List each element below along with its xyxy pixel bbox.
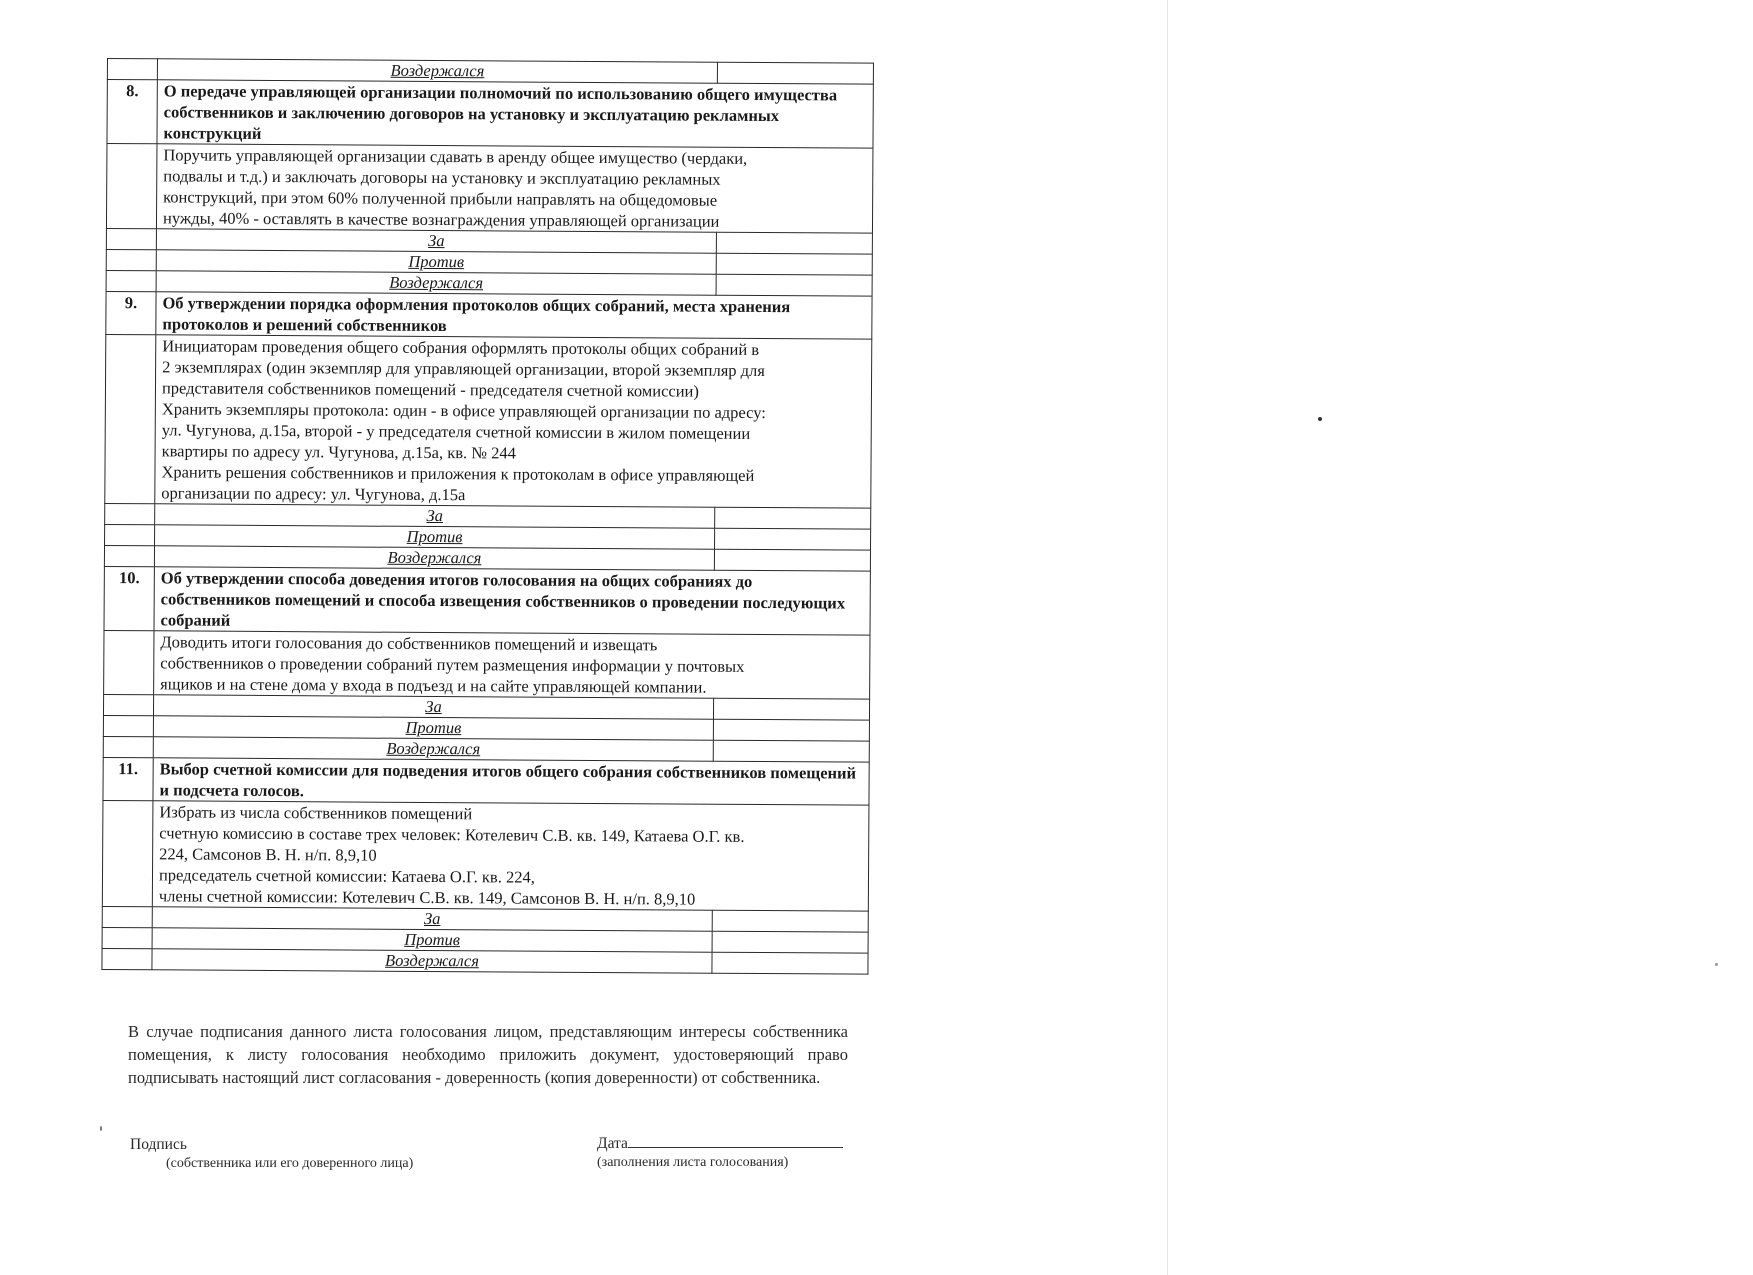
signature-block [130,1136,413,1172]
vote-abstain-label: Воздержался [157,59,717,83]
description-line: Хранить решения собственников и приложения к протоколам в офисе управляющей [161,462,755,485]
vote-against-label: Против [153,716,713,740]
question-row [107,80,873,149]
description-line: счетную комиссию в составе трех человек: Котелевич С.В. кв. 149, Катаева О.Г. кв. [159,823,745,846]
description-line: нужды, 40% - оставлять в качестве вознаграждения управляющей организации [162,208,720,231]
question-number: 8. [107,80,157,144]
scan-speck [1318,417,1322,421]
question-number: 9. [106,291,156,334]
vote-cell[interactable] [714,549,870,571]
vote-cell[interactable] [715,528,871,550]
vote-cell[interactable] [713,698,869,720]
vote-cell[interactable] [713,740,869,762]
proxy-notice: В случае подписания данного листа голосования лицом, представляющим интересы собственника помещения, к листу голосования необходимо приложить документ, удостоверяющий право подписывать настоящий лист согласования - доверенность (копия доверенности) от собственника. [128,1022,848,1087]
scan-speck [100,1126,102,1131]
date-field[interactable] [628,1131,843,1148]
description-line: представителя собственников помещений - председателя счетной комиссии) [161,378,699,401]
description-line: ул. Чугунова, д.15а, второй - у председателя счетной комиссии в жилом помещении [161,420,751,443]
vote-abstain-label: Воздержался [156,271,716,295]
description-line: организации по адресу: ул. Чугунова, д.15а [161,483,466,505]
vote-cell[interactable] [712,931,868,953]
description-line: конструкций, при этом 60% полученной прибыли направлять на общедомовые [163,187,718,210]
description-line: Избрать из числа собственников помещений [159,802,473,824]
description-line: Хранить экземпляры протокола: один - в офисе управляющей организации по адресу: [161,399,766,423]
question-title: Об утверждении способа доведения итогов голосования на общих собраниях до собственников помещений и способа извещения собственников о проведении последующих собраний [154,567,870,635]
vote-for-label: За [155,504,715,528]
vote-row-abstain [102,948,868,974]
description-line: 2 экземплярах (один экземпляр для управляющей организации, второй экземпляр для [162,357,765,381]
question-description [155,335,872,508]
vote-against-label: Против [155,525,715,549]
vote-cell[interactable] [716,232,872,254]
description-line: подвалы и т.д.) и заключать договоры на установку и эксплуатацию рекламных [163,166,721,189]
description-line: ящиков и на стене дома у входа в подъезд и на сайте управляющей компании. [160,674,707,697]
question-row [104,566,870,635]
vote-for-label: За [153,695,713,719]
signature-sublabel: (собственника или его доверенного лица) [166,1156,414,1171]
question-description-row [102,800,869,911]
vote-cell[interactable] [717,62,873,84]
description-line: члены счетной комиссии: Котелевич С.В. кв. 149, Самсонов В. Н. н/п. 8,9,10 [158,886,696,909]
vote-for-label: За [156,229,716,253]
question-number: 11. [103,757,153,800]
question-title: Об утверждении порядка оформления протоколов общих собраний, места хранения протоколов и решений собственников [156,292,872,339]
voting-table [101,58,874,975]
page-fold-line [1167,0,1168,1275]
vote-abstain-label: Воздержался [154,546,714,570]
vote-against-label: Против [152,928,712,952]
vote-cell[interactable] [712,952,868,974]
vote-cell[interactable] [716,253,872,275]
description-line: Доводить итоги голосования до собственников помещений и извещать [160,632,658,655]
question-description-row [106,144,873,234]
question-description-row [105,334,872,508]
signature-label: Подпись [130,1136,187,1153]
question-description-row [104,630,870,699]
question-description [152,801,869,911]
description-line: собственников о проведении собраний путем размещения информации у почтовых [160,653,745,676]
question-description [154,631,870,699]
question-description [156,144,873,233]
description-line: квартиры по адресу ул. Чугунова, д.15а, кв. № 244 [161,441,516,463]
date-label: Дата [597,1135,628,1152]
vote-against-label: Против [156,250,716,274]
date-sublabel: (заполнения листа голосования) [597,1155,789,1170]
question-title: Выбор счетной комиссии для подведения итогов общего собрания собственников помещений и подсчета голосов. [153,758,869,805]
vote-cell[interactable] [715,507,871,529]
vote-cell[interactable] [713,719,869,741]
description-line: Поручить управляющей организации сдавать в аренду общее имущество (чердаки, [163,145,748,168]
date-block [597,1131,843,1171]
vote-abstain-label: Воздержался [152,949,712,973]
vote-cell[interactable] [712,910,868,932]
question-row [106,291,872,339]
description-line: председатель счетной комиссии: Катаева О.Г. кв. 224, [158,865,535,887]
vote-cell[interactable] [716,274,872,296]
description-line: Инициаторам проведения общего собрания оформлять протоколы общих собраний в [162,336,760,359]
question-number: 10. [104,566,154,630]
scan-speck [1715,963,1718,966]
question-row [103,757,869,805]
vote-abstain-label: Воздержался [153,737,713,761]
description-line: 224, Самсонов В. Н. н/п. 8,9,10 [159,844,377,865]
question-title: О передаче управляющей организации полномочий по использованию общего имущества собственников и заключению договоров на установку и эксплуатацию рекламных конструкций [157,80,873,148]
vote-for-label: За [152,907,712,931]
